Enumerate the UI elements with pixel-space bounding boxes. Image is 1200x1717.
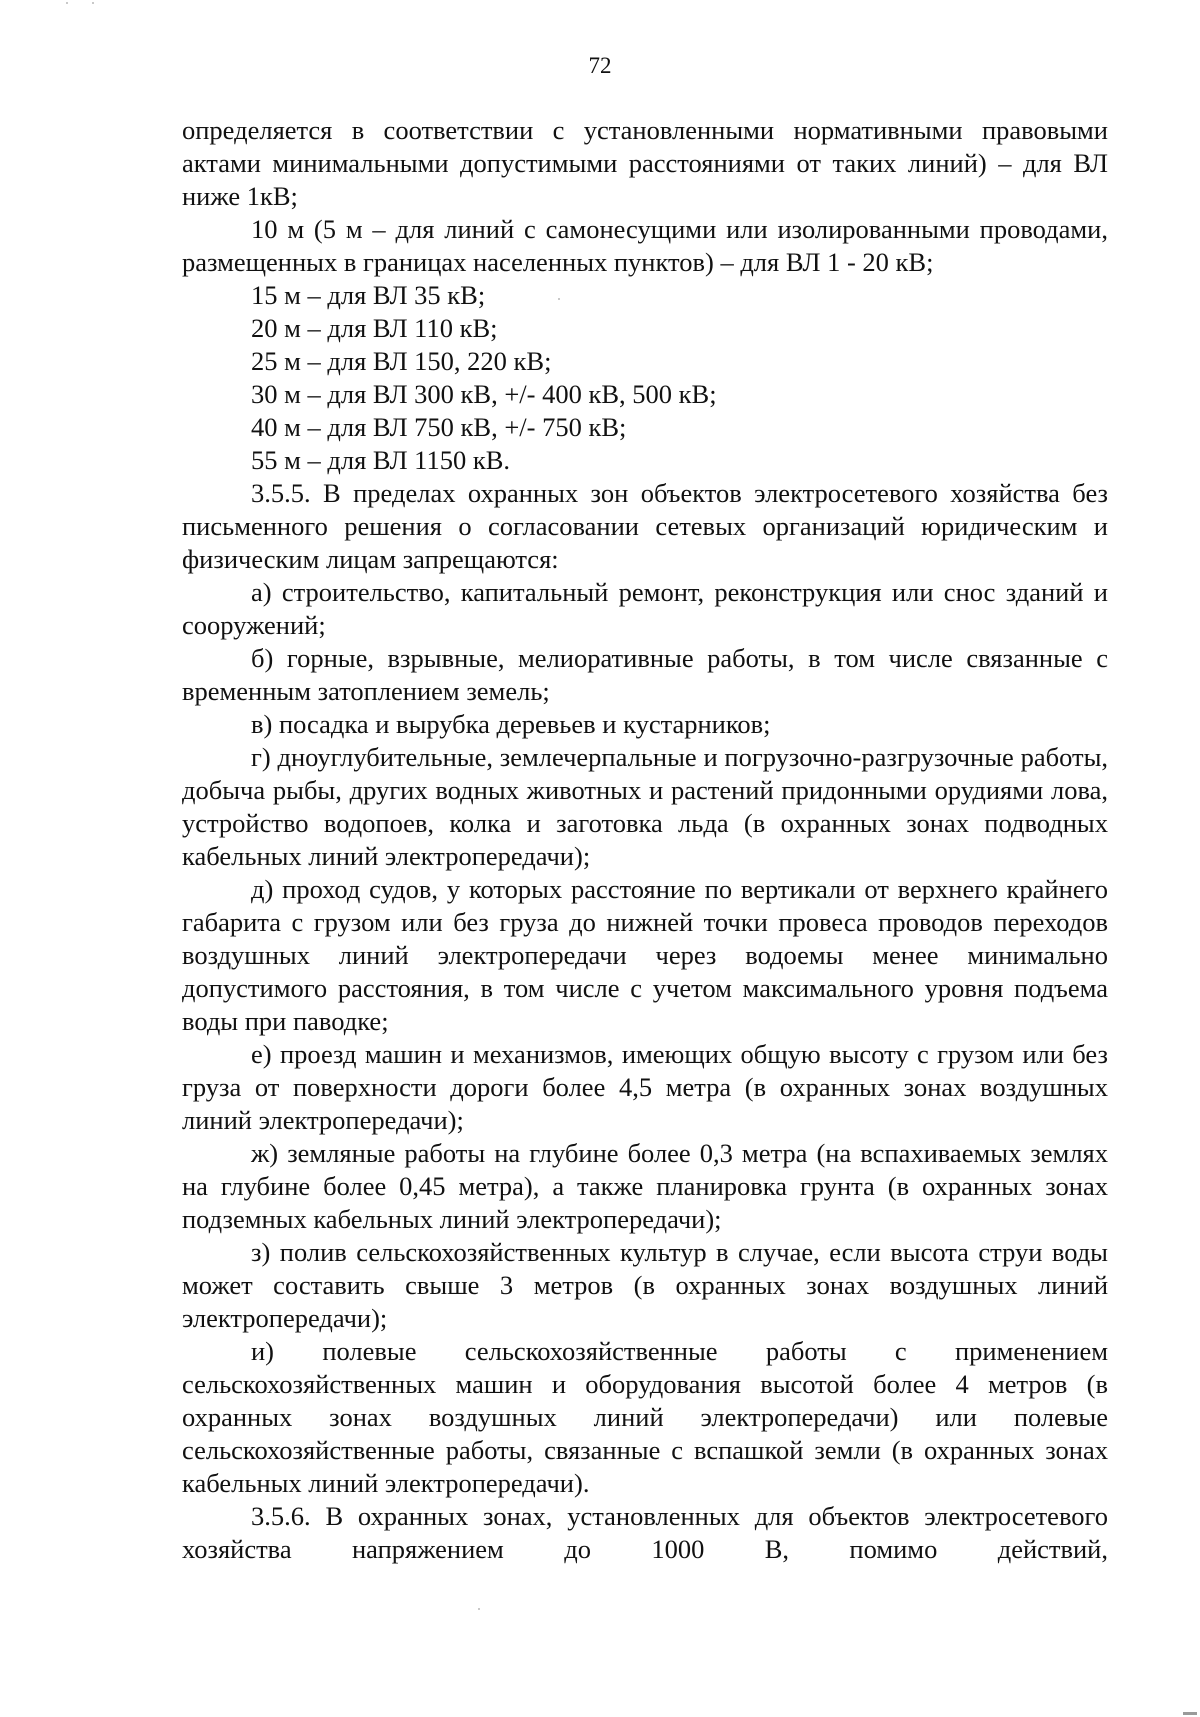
prohibited-item-g: г) дноуглубительные, землечерпальные и погрузочно-разгрузочные работы, добыча рыбы, других водных животных и растений придонными орудиями лова, устройство водопоев, колка и заготовка льда (в охранных зонах подводных кабельных линий электропередачи); (182, 742, 1108, 871)
prohibited-item-a: а) строительство, капитальный ремонт, реконструкция или снос зданий и сооружений; (182, 577, 1108, 640)
prohibited-item-z: з) полив сельскохозяйственных культур в случае, если высота струи воды может составить свыше 3 метров (в охранных зонах воздушных линий электропередачи); (182, 1237, 1108, 1333)
paragraph-10m-distance: 10 м (5 м – для линий с самонесущими или изолированными проводами, размещенных в границах населенных пунктов) – для ВЛ 1 - 20 кВ; (182, 214, 1108, 277)
prohibited-item-e: е) проезд машин и механизмов, имеющих общую высоту с грузом или без груза от поверхности дороги более 4,5 метра (в охранных зонах воздушных линий электропередачи); (182, 1039, 1108, 1135)
document-body (182, 114, 1108, 1566)
distance-item: 40 м – для ВЛ 750 кВ, +/- 750 кВ; (251, 412, 627, 442)
paragraph-continuation: определяется в соответствии с установленными нормативными правовыми актами минимальными допустимыми расстояниями от таких линий) – для ВЛ ниже 1кВ; (182, 115, 1108, 211)
distance-item: 25 м – для ВЛ 150, 220 кВ; (251, 346, 552, 376)
prohibited-item-v: в) посадка и вырубка деревьев и кустарников; (251, 709, 771, 739)
page-number: 72 (588, 53, 612, 78)
distance-item: 15 м – для ВЛ 35 кВ; (251, 280, 486, 310)
scan-speck (478, 1608, 480, 1610)
distance-item: 55 м – для ВЛ 1150 кВ. (251, 445, 510, 475)
distance-list (182, 279, 1108, 477)
prohibited-item-zh: ж) земляные работы на глубине более 0,3 метра (на вспахиваемых землях на глубине более 0,45 метра), а также планировка грунта (в охранных зонах подземных кабельных линий электропередачи); (182, 1138, 1108, 1234)
prohibited-item-i: и) полевые сельскохозяйственные работы с применением сельскохозяйственных машин и оборудования высотой более 4 метров (в охранных зонах воздушных линий электропередачи) или полевые сельскохозяйственные работы, связанные с вспашкой земли (в охранных зонах кабельных линий электропередачи). (182, 1336, 1108, 1498)
prohibited-item-b: б) горные, взрывные, мелиоративные работы, в том числе связанные с временным затоплением земель; (182, 643, 1108, 706)
prohibited-item-d: д) проход судов, у которых расстояние по вертикали от верхнего крайнего габарита с грузом или без груза до нижней точки провеса проводов переходов воздушных линий электропередачи через водоемы менее минимально допустимого расстояния, в том числе с учетом максимального уровня подъема воды при паводке; (182, 874, 1108, 1036)
scan-speck (66, 2, 68, 4)
prohibited-actions-list (182, 576, 1108, 1500)
section-3-5-6: 3.5.6. В охранных зонах, установленных для объектов электросетевого хозяйства напряжением до 1000 В, помимо действий, (182, 1501, 1108, 1564)
distance-item: 30 м – для ВЛ 300 кВ, +/- 400 кВ, 500 кВ; (251, 379, 717, 409)
scan-edge-mark (1183, 1712, 1197, 1715)
section-3-5-5-intro: 3.5.5. В пределах охранных зон объектов электросетевого хозяйства без письменного решения о согласовании сетевых организаций юридическим и физическим лицам запрещаются: (182, 478, 1108, 574)
scan-speck (92, 2, 94, 4)
scan-speck (558, 298, 560, 300)
distance-item: 20 м – для ВЛ 110 кВ; (251, 313, 498, 343)
